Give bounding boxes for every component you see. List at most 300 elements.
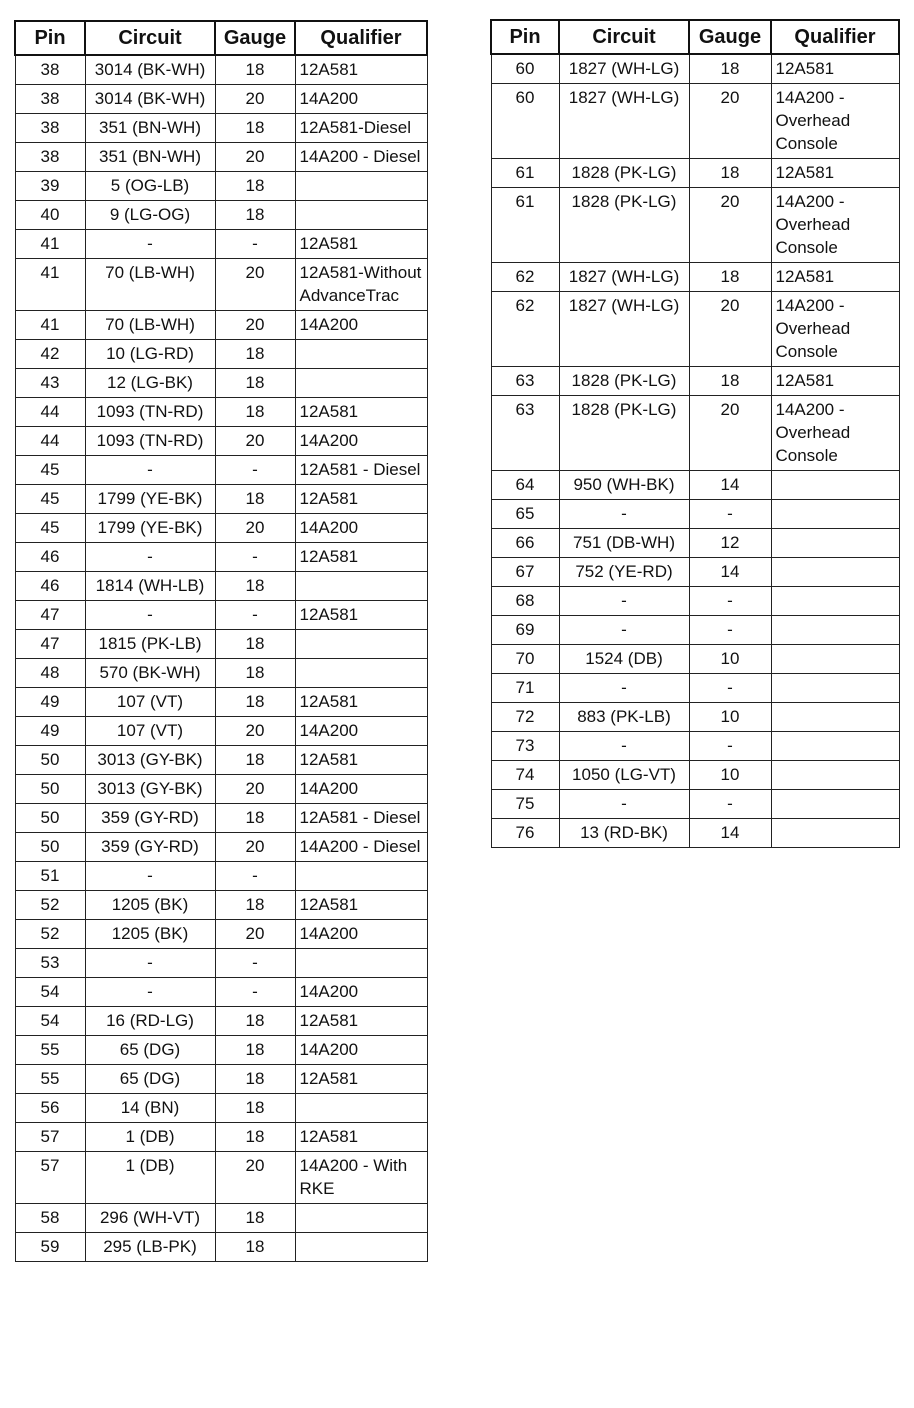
qualifier-cell: 14A200 <box>295 85 427 114</box>
pin-cell: 59 <box>15 1233 85 1262</box>
pin-cell: 63 <box>491 396 559 471</box>
pin-cell: 41 <box>15 230 85 259</box>
circuit-cell: 351 (BN-WH) <box>85 143 215 172</box>
qualifier-cell <box>771 674 899 703</box>
circuit-cell: 295 (LB-PK) <box>85 1233 215 1262</box>
circuit-cell: 359 (GY-RD) <box>85 804 215 833</box>
circuit-cell: 1205 (BK) <box>85 920 215 949</box>
circuit-cell: 10 (LG-RD) <box>85 340 215 369</box>
table-row <box>15 949 427 978</box>
circuit-cell: 9 (LG-OG) <box>85 201 215 230</box>
table-row <box>15 114 427 143</box>
circuit-cell: - <box>559 500 689 529</box>
table-row <box>491 587 899 616</box>
table-row <box>15 85 427 114</box>
circuit-cell: 570 (BK-WH) <box>85 659 215 688</box>
qualifier-cell: 12A581 <box>295 485 427 514</box>
gauge-cell: - <box>689 790 771 819</box>
qualifier-cell: 12A581 <box>771 263 899 292</box>
table-row <box>15 775 427 804</box>
qualifier-cell <box>295 949 427 978</box>
gauge-cell: 10 <box>689 703 771 732</box>
pin-cell: 62 <box>491 263 559 292</box>
pin-cell: 69 <box>491 616 559 645</box>
circuit-cell: 1828 (PK-LG) <box>559 367 689 396</box>
connector-pin-table-right <box>490 19 900 848</box>
pin-cell: 40 <box>15 201 85 230</box>
gauge-cell: - <box>215 601 295 630</box>
gauge-cell: 20 <box>215 427 295 456</box>
qualifier-cell <box>771 471 899 500</box>
pin-cell: 49 <box>15 688 85 717</box>
table-row <box>15 485 427 514</box>
qualifier-cell: 12A581 <box>295 891 427 920</box>
pin-cell: 60 <box>491 84 559 159</box>
pin-cell: 46 <box>15 572 85 601</box>
pin-cell: 57 <box>15 1152 85 1204</box>
circuit-cell: 950 (WH-BK) <box>559 471 689 500</box>
gauge-cell: 18 <box>215 55 295 85</box>
pin-cell: 49 <box>15 717 85 746</box>
qualifier-cell <box>295 369 427 398</box>
gauge-cell: 18 <box>215 659 295 688</box>
qualifier-header: Qualifier <box>771 20 899 54</box>
gauge-cell: 18 <box>215 804 295 833</box>
table-row <box>15 1007 427 1036</box>
circuit-cell: 16 (RD-LG) <box>85 1007 215 1036</box>
qualifier-cell <box>771 587 899 616</box>
gauge-cell: 18 <box>215 746 295 775</box>
qualifier-cell: 12A581 <box>295 398 427 427</box>
qualifier-cell <box>295 1204 427 1233</box>
pin-cell: 42 <box>15 340 85 369</box>
qualifier-cell <box>771 529 899 558</box>
table-row <box>491 616 899 645</box>
circuit-cell: 3014 (BK-WH) <box>85 85 215 114</box>
qualifier-cell: 12A581 <box>295 688 427 717</box>
gauge-cell: 18 <box>215 1204 295 1233</box>
gauge-cell: 12 <box>689 529 771 558</box>
qualifier-cell: 12A581 <box>295 1123 427 1152</box>
qualifier-cell <box>295 659 427 688</box>
qualifier-cell: 12A581 <box>295 746 427 775</box>
gauge-cell: - <box>689 732 771 761</box>
circuit-cell: - <box>85 543 215 572</box>
qualifier-cell: 12A581 <box>771 54 899 84</box>
circuit-cell: 5 (OG-LB) <box>85 172 215 201</box>
pin-cell: 51 <box>15 862 85 891</box>
table-row <box>15 862 427 891</box>
pin-header: Pin <box>15 21 85 55</box>
circuit-cell: 359 (GY-RD) <box>85 833 215 862</box>
pin-cell: 44 <box>15 427 85 456</box>
circuit-cell: 3013 (GY-BK) <box>85 746 215 775</box>
table-row <box>491 674 899 703</box>
gauge-header: Gauge <box>215 21 295 55</box>
qualifier-cell <box>771 558 899 587</box>
table-row <box>15 230 427 259</box>
circuit-cell: - <box>559 674 689 703</box>
circuit-cell: 1093 (TN-RD) <box>85 398 215 427</box>
gauge-cell: 18 <box>689 54 771 84</box>
pin-cell: 76 <box>491 819 559 848</box>
gauge-cell: - <box>215 949 295 978</box>
table-row <box>491 367 899 396</box>
table-row <box>15 456 427 485</box>
qualifier-cell: 14A200 <box>295 978 427 1007</box>
qualifier-cell: 12A581 <box>295 601 427 630</box>
pin-cell: 55 <box>15 1065 85 1094</box>
qualifier-cell: 14A200 <box>295 1036 427 1065</box>
table-row <box>491 292 899 367</box>
pin-cell: 50 <box>15 833 85 862</box>
qualifier-cell: 14A200 <box>295 717 427 746</box>
gauge-cell: 18 <box>215 1094 295 1123</box>
table-row <box>15 920 427 949</box>
circuit-cell: 1205 (BK) <box>85 891 215 920</box>
gauge-cell: - <box>689 587 771 616</box>
qualifier-cell: 14A200 - Overhead Console <box>771 84 899 159</box>
pin-cell: 71 <box>491 674 559 703</box>
pin-cell: 61 <box>491 188 559 263</box>
pin-cell: 64 <box>491 471 559 500</box>
table-header <box>491 20 899 54</box>
pin-cell: 61 <box>491 159 559 188</box>
table-row <box>15 398 427 427</box>
gauge-cell: 18 <box>215 1123 295 1152</box>
gauge-cell: 18 <box>215 1007 295 1036</box>
qualifier-cell: 14A200 - With RKE <box>295 1152 427 1204</box>
gauge-cell: 14 <box>689 819 771 848</box>
table-row <box>15 572 427 601</box>
pin-cell: 38 <box>15 85 85 114</box>
pin-cell: 58 <box>15 1204 85 1233</box>
table-row <box>15 1204 427 1233</box>
circuit-cell: 65 (DG) <box>85 1036 215 1065</box>
qualifier-cell: 14A200 - Overhead Console <box>771 396 899 471</box>
circuit-cell: 13 (RD-BK) <box>559 819 689 848</box>
circuit-cell: 1827 (WH-LG) <box>559 54 689 84</box>
gauge-cell: - <box>215 862 295 891</box>
qualifier-cell: 14A200 <box>295 427 427 456</box>
table-row <box>15 55 427 85</box>
pin-cell: 52 <box>15 891 85 920</box>
circuit-cell: 107 (VT) <box>85 717 215 746</box>
circuit-cell: 1827 (WH-LG) <box>559 292 689 367</box>
gauge-cell: 18 <box>215 688 295 717</box>
pin-cell: 50 <box>15 804 85 833</box>
qualifier-cell: 12A581 <box>295 1065 427 1094</box>
gauge-cell: - <box>689 616 771 645</box>
gauge-cell: 20 <box>689 84 771 159</box>
circuit-cell: 1814 (WH-LB) <box>85 572 215 601</box>
pin-cell: 52 <box>15 920 85 949</box>
circuit-cell: - <box>85 949 215 978</box>
circuit-cell: 1799 (YE-BK) <box>85 485 215 514</box>
gauge-cell: 18 <box>215 1233 295 1262</box>
gauge-cell: 18 <box>215 1036 295 1065</box>
table-row <box>491 471 899 500</box>
qualifier-cell <box>295 630 427 659</box>
table-row <box>491 188 899 263</box>
table-row <box>15 688 427 717</box>
gauge-cell: 20 <box>689 188 771 263</box>
qualifier-cell: 12A581 - Diesel <box>295 456 427 485</box>
circuit-cell: 751 (DB-WH) <box>559 529 689 558</box>
gauge-cell: 18 <box>215 572 295 601</box>
table-row <box>15 427 427 456</box>
table-row <box>15 1036 427 1065</box>
gauge-cell: 20 <box>689 292 771 367</box>
circuit-cell: 752 (YE-RD) <box>559 558 689 587</box>
qualifier-cell <box>771 645 899 674</box>
pin-cell: 43 <box>15 369 85 398</box>
table-row <box>491 84 899 159</box>
qualifier-cell <box>295 572 427 601</box>
gauge-cell: 18 <box>215 201 295 230</box>
pin-cell: 46 <box>15 543 85 572</box>
pin-cell: 54 <box>15 978 85 1007</box>
qualifier-cell: 12A581 <box>295 543 427 572</box>
circuit-cell: 1828 (PK-LG) <box>559 396 689 471</box>
circuit-cell: 1050 (LG-VT) <box>559 761 689 790</box>
table-row <box>15 1233 427 1262</box>
gauge-cell: 18 <box>215 172 295 201</box>
circuit-cell: 1827 (WH-LG) <box>559 84 689 159</box>
qualifier-cell: 14A200 - Diesel <box>295 143 427 172</box>
pin-cell: 39 <box>15 172 85 201</box>
qualifier-cell: 14A200 - Overhead Console <box>771 292 899 367</box>
table-row <box>15 143 427 172</box>
qualifier-cell: 12A581 <box>295 55 427 85</box>
circuit-cell: 3014 (BK-WH) <box>85 55 215 85</box>
pin-cell: 75 <box>491 790 559 819</box>
table-row <box>15 891 427 920</box>
table-row <box>15 659 427 688</box>
pin-cell: 47 <box>15 630 85 659</box>
table-row <box>15 717 427 746</box>
qualifier-cell: 12A581-Diesel <box>295 114 427 143</box>
table-row <box>15 201 427 230</box>
qualifier-cell <box>771 790 899 819</box>
pin-cell: 67 <box>491 558 559 587</box>
table-row <box>15 1065 427 1094</box>
table-row <box>15 172 427 201</box>
pin-cell: 56 <box>15 1094 85 1123</box>
gauge-cell: 20 <box>215 920 295 949</box>
gauge-cell: 18 <box>215 340 295 369</box>
circuit-cell: 1 (DB) <box>85 1152 215 1204</box>
circuit-cell: 70 (LB-WH) <box>85 259 215 311</box>
gauge-cell: 14 <box>689 558 771 587</box>
gauge-cell: 20 <box>215 311 295 340</box>
circuit-cell: 12 (LG-BK) <box>85 369 215 398</box>
table-row <box>15 543 427 572</box>
qualifier-cell <box>295 862 427 891</box>
pin-cell: 48 <box>15 659 85 688</box>
circuit-cell: 883 (PK-LB) <box>559 703 689 732</box>
table-row <box>491 645 899 674</box>
table-row <box>15 630 427 659</box>
pin-header: Pin <box>491 20 559 54</box>
pin-cell: 66 <box>491 529 559 558</box>
table-row <box>15 601 427 630</box>
pin-cell: 50 <box>15 746 85 775</box>
table-row <box>491 761 899 790</box>
table-row <box>491 819 899 848</box>
pin-cell: 38 <box>15 143 85 172</box>
table-row <box>15 340 427 369</box>
pin-cell: 54 <box>15 1007 85 1036</box>
qualifier-cell: 14A200 <box>295 775 427 804</box>
gauge-cell: - <box>215 230 295 259</box>
circuit-header: Circuit <box>559 20 689 54</box>
table-row <box>491 500 899 529</box>
qualifier-cell <box>295 340 427 369</box>
qualifier-cell <box>771 616 899 645</box>
gauge-cell: 18 <box>215 114 295 143</box>
qualifier-cell: 12A581 - Diesel <box>295 804 427 833</box>
pin-cell: 74 <box>491 761 559 790</box>
gauge-cell: 20 <box>215 833 295 862</box>
circuit-cell: - <box>85 978 215 1007</box>
qualifier-header: Qualifier <box>295 21 427 55</box>
pin-cell: 68 <box>491 587 559 616</box>
circuit-cell: 107 (VT) <box>85 688 215 717</box>
pin-cell: 73 <box>491 732 559 761</box>
circuit-cell: 1093 (TN-RD) <box>85 427 215 456</box>
gauge-cell: 18 <box>215 369 295 398</box>
circuit-cell: 1815 (PK-LB) <box>85 630 215 659</box>
qualifier-cell <box>295 1233 427 1262</box>
circuit-cell: 1828 (PK-LG) <box>559 188 689 263</box>
qualifier-cell: 12A581 <box>771 159 899 188</box>
circuit-cell: - <box>559 732 689 761</box>
qualifier-cell: 14A200 <box>295 514 427 543</box>
qualifier-cell: 12A581 <box>295 1007 427 1036</box>
circuit-cell: 1827 (WH-LG) <box>559 263 689 292</box>
pin-cell: 63 <box>491 367 559 396</box>
table-row <box>15 978 427 1007</box>
pin-cell: 47 <box>15 601 85 630</box>
qualifier-cell: 12A581-Without AdvanceTrac <box>295 259 427 311</box>
pin-cell: 57 <box>15 1123 85 1152</box>
qualifier-cell: 12A581 <box>295 230 427 259</box>
table-body <box>491 54 899 848</box>
circuit-cell: 3013 (GY-BK) <box>85 775 215 804</box>
gauge-cell: 20 <box>215 717 295 746</box>
circuit-cell: 351 (BN-WH) <box>85 114 215 143</box>
table-header <box>15 21 427 55</box>
pin-cell: 53 <box>15 949 85 978</box>
gauge-cell: 20 <box>215 85 295 114</box>
gauge-cell: 18 <box>215 630 295 659</box>
table-row <box>15 833 427 862</box>
table-row <box>15 1123 427 1152</box>
table-row <box>491 263 899 292</box>
connector-pin-table-left <box>14 20 428 1262</box>
qualifier-cell: 14A200 - Overhead Console <box>771 188 899 263</box>
pin-cell: 45 <box>15 514 85 543</box>
circuit-cell: - <box>559 616 689 645</box>
gauge-cell: 20 <box>215 514 295 543</box>
circuit-cell: - <box>85 862 215 891</box>
circuit-cell: - <box>85 230 215 259</box>
circuit-cell: 1799 (YE-BK) <box>85 514 215 543</box>
circuit-cell: - <box>559 790 689 819</box>
pin-cell: 44 <box>15 398 85 427</box>
circuit-cell: 1524 (DB) <box>559 645 689 674</box>
table-row <box>15 1094 427 1123</box>
pin-cell: 41 <box>15 311 85 340</box>
table-row <box>15 259 427 311</box>
table-row <box>491 159 899 188</box>
gauge-cell: 18 <box>689 159 771 188</box>
gauge-cell: 20 <box>215 143 295 172</box>
qualifier-cell <box>295 172 427 201</box>
gauge-cell: 20 <box>215 259 295 311</box>
qualifier-cell <box>771 761 899 790</box>
qualifier-cell: 14A200 <box>295 920 427 949</box>
circuit-cell: 296 (WH-VT) <box>85 1204 215 1233</box>
gauge-cell: 14 <box>689 471 771 500</box>
pin-cell: 45 <box>15 456 85 485</box>
table-row <box>15 311 427 340</box>
table-row <box>15 746 427 775</box>
pin-cell: 45 <box>15 485 85 514</box>
gauge-cell: - <box>689 674 771 703</box>
pin-cell: 72 <box>491 703 559 732</box>
pin-cell: 38 <box>15 114 85 143</box>
gauge-cell: 18 <box>215 485 295 514</box>
circuit-cell: - <box>85 456 215 485</box>
pin-cell: 38 <box>15 55 85 85</box>
qualifier-cell: 12A581 <box>771 367 899 396</box>
gauge-cell: - <box>215 543 295 572</box>
gauge-cell: 20 <box>689 396 771 471</box>
pin-cell: 41 <box>15 259 85 311</box>
table-body <box>15 55 427 1262</box>
table-row <box>491 703 899 732</box>
gauge-cell: - <box>215 456 295 485</box>
qualifier-cell: 14A200 - Diesel <box>295 833 427 862</box>
gauge-cell: 20 <box>215 775 295 804</box>
pin-cell: 70 <box>491 645 559 674</box>
gauge-cell: - <box>689 500 771 529</box>
pin-cell: 55 <box>15 1036 85 1065</box>
gauge-cell: 18 <box>689 367 771 396</box>
table-row <box>15 1152 427 1204</box>
pin-cell: 60 <box>491 54 559 84</box>
circuit-cell: 65 (DG) <box>85 1065 215 1094</box>
gauge-cell: 18 <box>215 398 295 427</box>
qualifier-cell <box>771 500 899 529</box>
circuit-cell: 1828 (PK-LG) <box>559 159 689 188</box>
qualifier-cell: 14A200 <box>295 311 427 340</box>
table-row <box>15 369 427 398</box>
circuit-cell: 1 (DB) <box>85 1123 215 1152</box>
gauge-cell: 18 <box>215 891 295 920</box>
qualifier-cell <box>771 819 899 848</box>
circuit-cell: 70 (LB-WH) <box>85 311 215 340</box>
table-row <box>15 514 427 543</box>
pin-cell: 62 <box>491 292 559 367</box>
qualifier-cell <box>771 732 899 761</box>
qualifier-cell <box>295 201 427 230</box>
table-row <box>491 732 899 761</box>
table-row <box>491 396 899 471</box>
gauge-header: Gauge <box>689 20 771 54</box>
